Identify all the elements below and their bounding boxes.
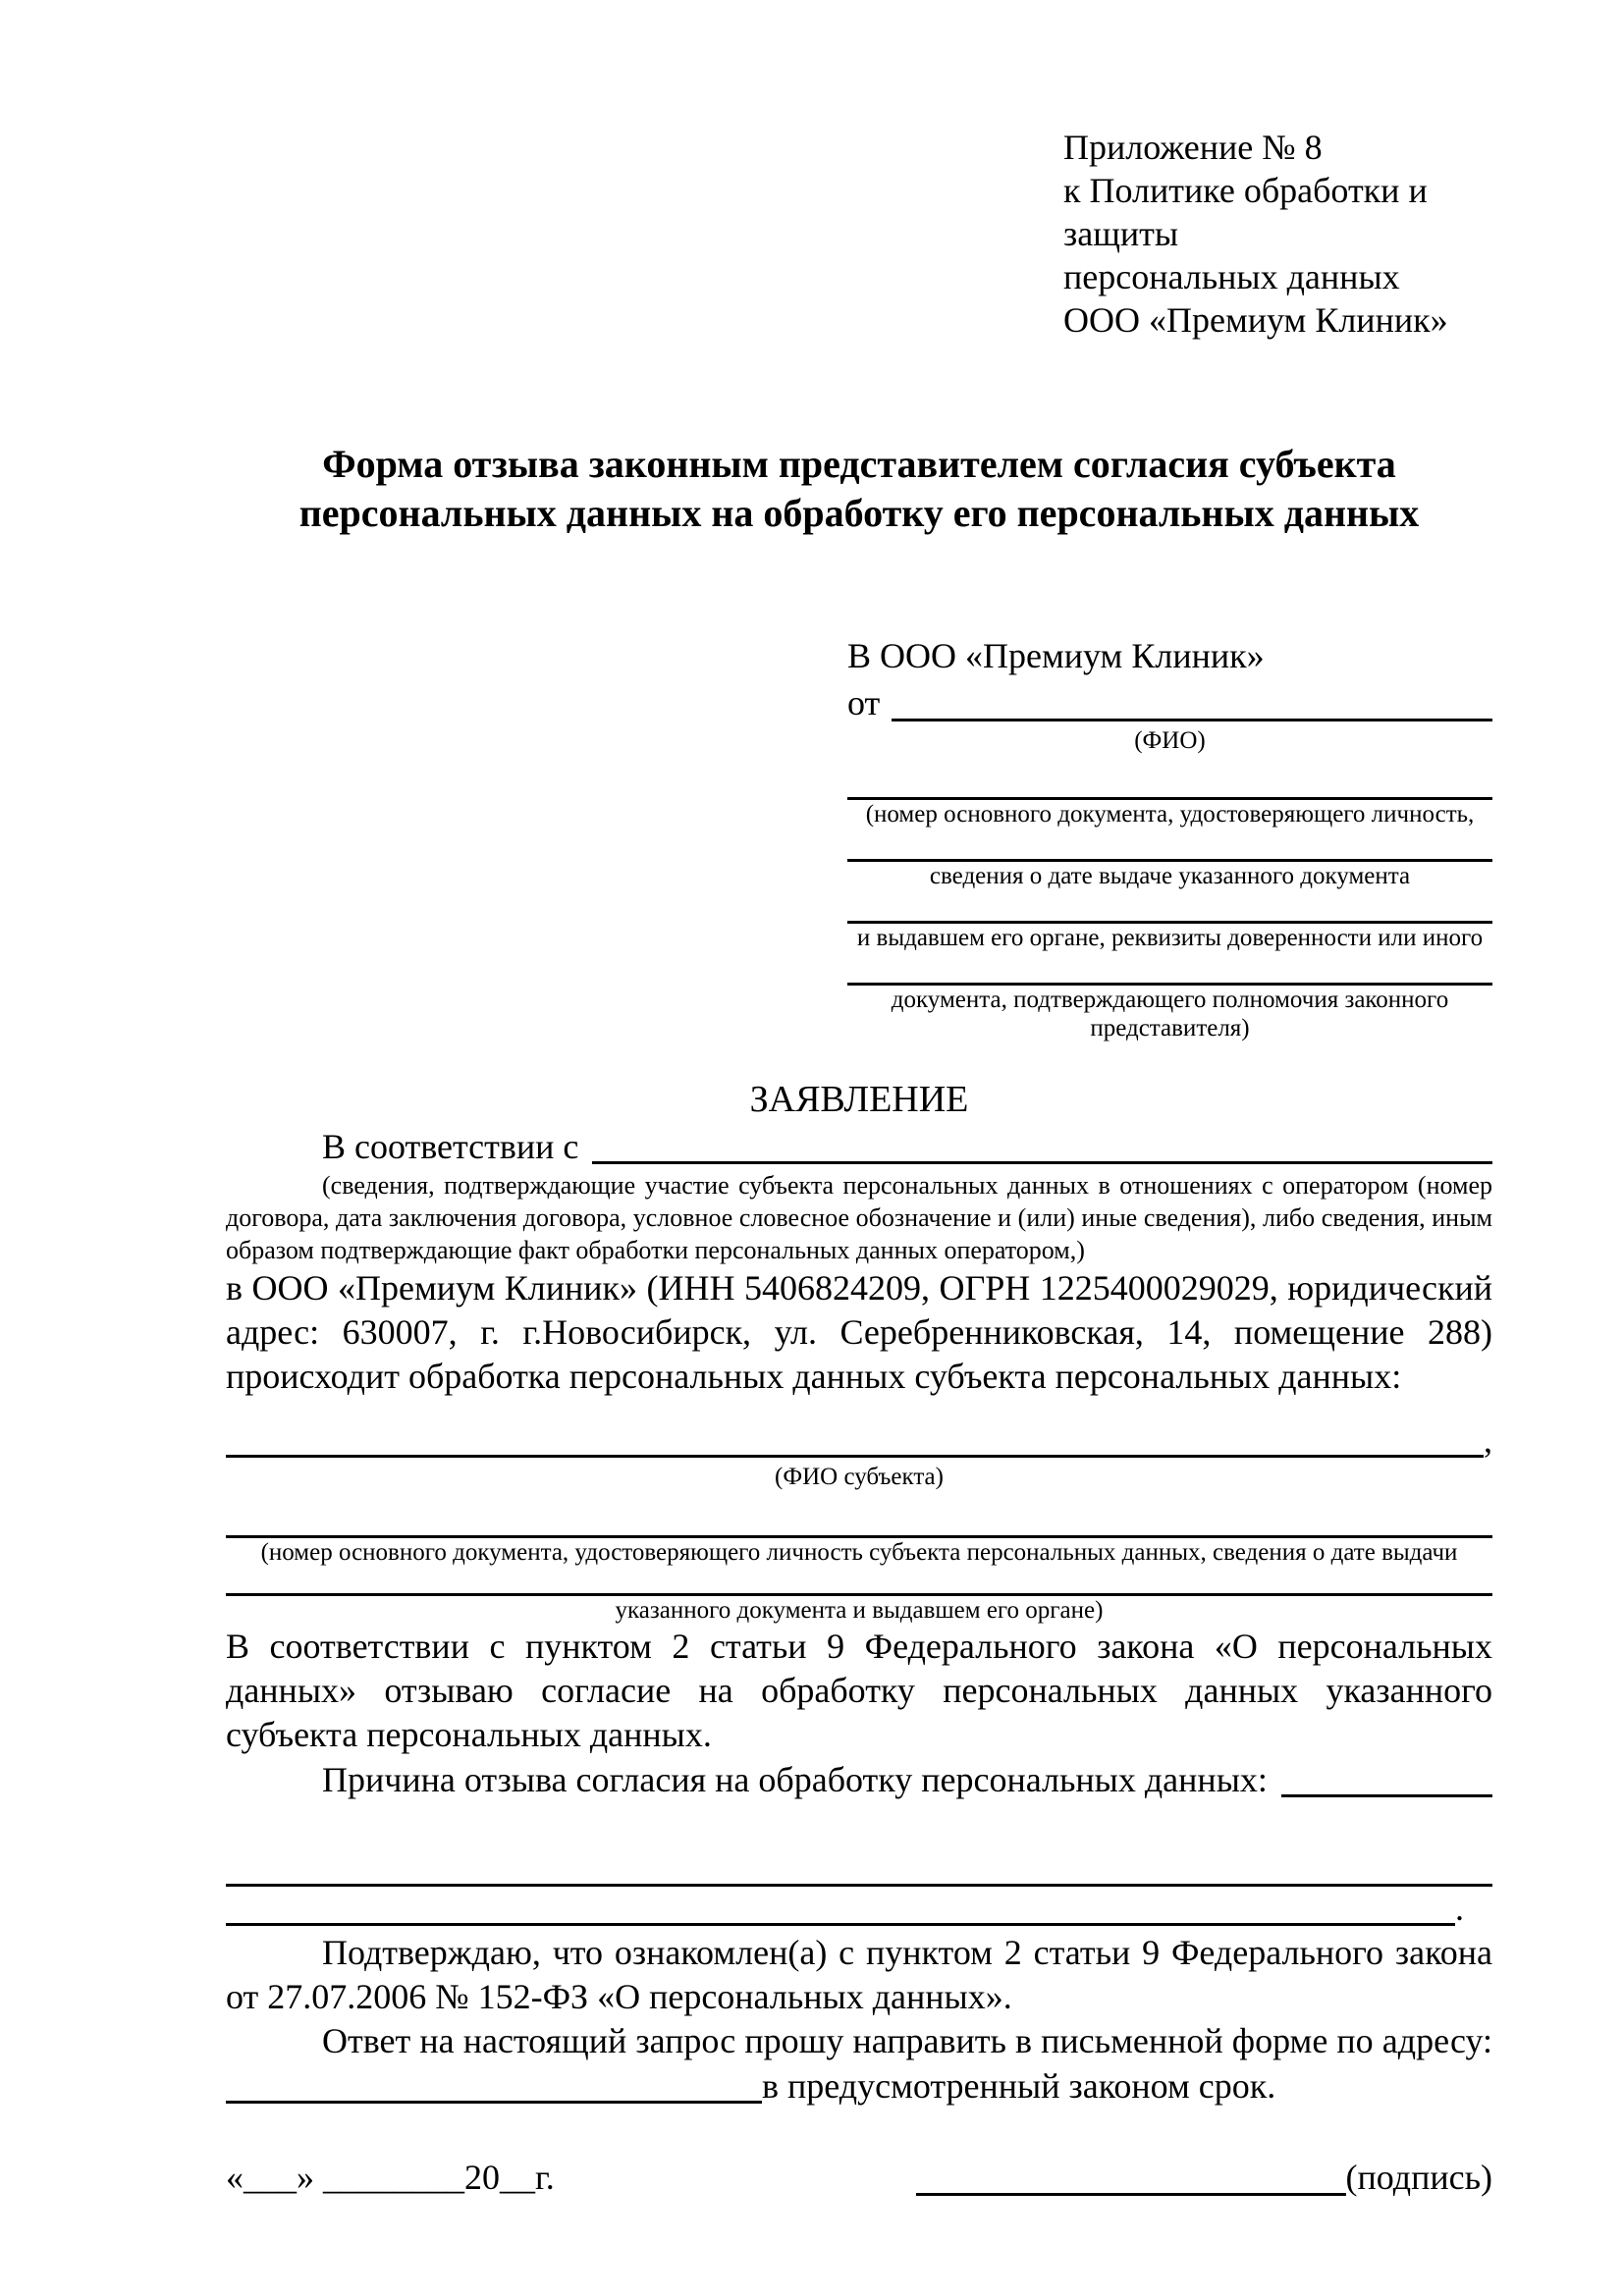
basis-write-line: [592, 1161, 1492, 1164]
from-row: [847, 679, 1492, 726]
statement-heading: ЗАЯВЛЕНИЕ: [749, 1079, 969, 1120]
reply-suffix: в предусмотренный законом срок.: [762, 2066, 1276, 2106]
fio-caption: (ФИО): [1134, 727, 1206, 754]
address-write-line: [226, 2101, 762, 2104]
reason-write-line-2: [226, 1845, 1492, 1887]
appendix-line-4: ООО «Премиум Клиник»: [1063, 300, 1448, 340]
form-title: [226, 440, 1492, 538]
withdraw-paragraph: В соответствии с пунктом 2 статьи 9 Федерального закона «О персональных данных» отзываю согласие на обработку персональных данных указанного субъекта персональных данных.: [226, 1627, 1492, 1754]
doc-caption-3: и выдавшем его органе, реквизиты доверенности или иного: [856, 925, 1484, 951]
recipient-block: [847, 632, 1492, 1042]
intro-row: [226, 1125, 1492, 1169]
reason-row: [226, 1757, 1492, 1802]
reason-write-line-3: [226, 1887, 1455, 1926]
reason-write-line: [1281, 1794, 1492, 1797]
appendix-line-3: персональных данных: [1063, 257, 1400, 296]
recipient-to: В ООО «Премиум Клиник»: [847, 636, 1265, 675]
footer-row: [226, 2154, 1492, 2201]
subject-fio-write-line: [226, 1418, 1484, 1458]
subject-doc-write-line-1: [226, 1491, 1492, 1538]
date-field: «___» ________20__г.: [226, 2158, 555, 2197]
doc-write-line-4: [847, 952, 1492, 986]
doc-caption-1: (номер основного документа, удостоверяющего личность,: [865, 801, 1475, 828]
reason-prefix: Причина отзыва согласия на обработку персональных данных:: [322, 1760, 1268, 1799]
subject-fio-caption: (ФИО субъекта): [775, 1464, 944, 1490]
acknowledge-paragraph: Подтверждаю, что ознакомлен(а) с пунктом 2 статьи 9 Федерального закона от 27.07.2006 № 152-ФЗ «О персональных данных».: [226, 1933, 1492, 2016]
operator-paragraph: в ООО «Премиум Клиник» (ИНН 5406824209, ОГРН 1225400029029, юридический адрес: 630007, г. г.Новосибирск, ул. Серебренниковская, 14, помещение 288) происходит обработка персональных данных субъекта персональных данных:: [226, 1268, 1492, 1396]
appendix-line-1: Приложение № 8: [1063, 128, 1323, 167]
reason-blank-suffix: .: [1455, 1889, 1464, 1928]
subject-fio-row: [226, 1418, 1492, 1463]
reply-continuation-row: [226, 2063, 1492, 2109]
appendix-block: [1063, 126, 1492, 342]
signature-caption: (подпись): [1345, 2158, 1492, 2197]
signature-write-line: [916, 2193, 1346, 2196]
doc-write-line-1: [847, 767, 1492, 800]
fio-write-line: [892, 719, 1492, 721]
subject-doc-write-line-2: [226, 1567, 1492, 1596]
from-label: от: [847, 683, 881, 722]
subject-doc-caption-1: (номер основного документа, удостоверяющего личность субъекта персональных данных, сведения о дате выдачи: [260, 1539, 1458, 1566]
subject-doc-caption-2: указанного документа и выдавшем его органе): [615, 1597, 1104, 1624]
basis-note: (сведения, подтверждающие участие субъекта персональных данных в отношениях с оператором (номер договора, дата заключения договора, условное словесное обозначение и (или) иные сведения), либо сведения, иным образом подтверждающие факт обработки персональных данных оператором,): [226, 1171, 1492, 1264]
appendix-line-2: к Политике обработки и защиты: [1063, 171, 1428, 253]
intro-prefix: В соответствии с: [322, 1127, 579, 1166]
reply-paragraph: Ответ на настоящий запрос прошу направить в письменной форме по адресу:: [322, 2021, 1492, 2060]
doc-write-line-2: [847, 828, 1492, 862]
signature-block: [916, 2154, 1492, 2201]
subject-fio-suffix: ,: [1484, 1420, 1492, 1460]
form-title-line-2: персональных данных на обработку его персональных данных: [298, 491, 1420, 535]
doc-caption-4: документа, подтверждающего полномочия законного представителя): [891, 987, 1449, 1041]
reason-row-3: [226, 1887, 1492, 1931]
form-title-line-1: Форма отзыва законным представителем согласия субъекта: [322, 442, 1396, 486]
doc-write-line-3: [847, 890, 1492, 924]
doc-caption-2: сведения о дате выдаче указанного документа: [929, 863, 1411, 889]
